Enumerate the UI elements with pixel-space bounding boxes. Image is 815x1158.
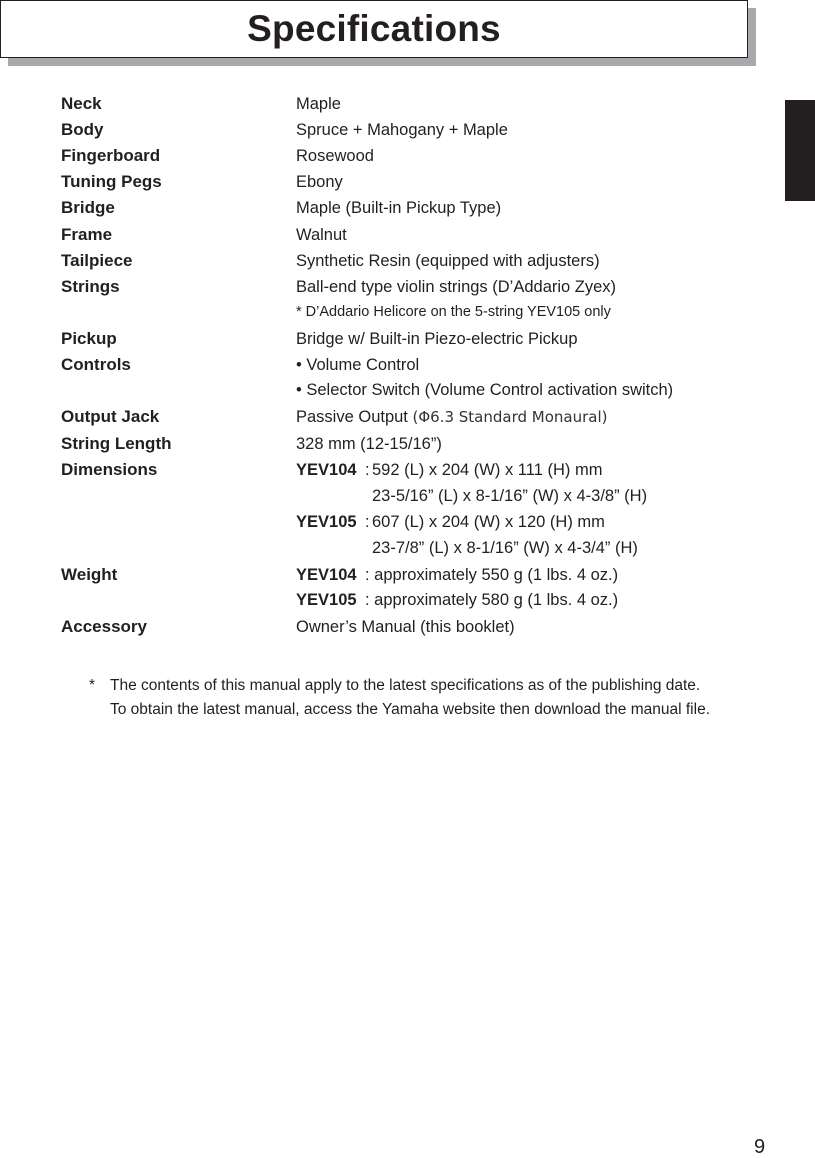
spec-row-weight-2 xyxy=(0,590,815,616)
spec-value: Spruce + Mahogany + Maple xyxy=(296,121,508,139)
dimension-metric: 592 (L) x 204 (W) x 111 (H) mm xyxy=(372,461,603,479)
spec-row-accessory xyxy=(0,617,815,643)
spec-label: Strings xyxy=(61,277,120,296)
spec-row-output-jack xyxy=(0,407,815,433)
spec-note: * D’Addario Helicore on the 5-string YEV105 only xyxy=(296,304,611,320)
spec-label: Dimensions xyxy=(61,460,158,479)
spec-row-dimensions xyxy=(0,460,815,486)
spec-value: Ebony xyxy=(296,173,343,191)
footnote-marker: * xyxy=(89,677,96,694)
spec-label: String Length xyxy=(61,434,172,453)
weight-value: : approximately 550 g (1 lbs. 4 oz.) xyxy=(365,566,619,584)
footnote-line: The contents of this manual apply to the latest specifications as of the publishing date. xyxy=(110,677,701,694)
model-name: YEV105 xyxy=(296,591,357,609)
spec-value: Maple (Built-in Pickup Type) xyxy=(296,199,502,217)
separator: : xyxy=(365,513,370,531)
spec-value: 328 mm (12-15/16”) xyxy=(296,435,442,453)
spec-row-body xyxy=(0,120,815,146)
spec-label: Body xyxy=(61,120,104,139)
spec-row-dimensions-4 xyxy=(0,538,815,564)
spec-value: • Selector Switch (Volume Control activation switch) xyxy=(296,381,674,399)
separator: : xyxy=(365,461,370,479)
spec-value: Ball-end type violin strings (D’Addario Zyex) xyxy=(296,278,617,296)
spec-label: Tailpiece xyxy=(61,251,133,270)
spec-row-controls-2 xyxy=(0,380,815,406)
dimension-metric: 607 (L) x 204 (W) x 120 (H) mm xyxy=(372,513,605,531)
spec-label: Pickup xyxy=(61,329,117,348)
spec-label: Weight xyxy=(61,565,118,584)
spec-row-dimensions-2 xyxy=(0,486,815,512)
spec-row-weight xyxy=(0,565,815,591)
spec-value-group xyxy=(296,407,607,427)
model-name: YEV105 xyxy=(296,513,357,531)
spec-label: Tuning Pegs xyxy=(61,172,162,191)
spec-row-controls xyxy=(0,355,815,381)
spec-row-string-length xyxy=(0,434,815,460)
title-box xyxy=(0,0,748,58)
spec-value-detail: (Φ6.3 Standard Monaural) xyxy=(412,408,608,426)
spec-value: Walnut xyxy=(296,226,347,244)
page-number: 9 xyxy=(754,1136,766,1158)
spec-value: Bridge w/ Built-in Piezo-electric Pickup xyxy=(296,330,578,348)
model-name: YEV104 xyxy=(296,566,357,584)
spec-label: Frame xyxy=(61,225,113,244)
spec-row-fingerboard xyxy=(0,146,815,172)
page-title: Specifications xyxy=(247,8,501,49)
footnote-line: To obtain the latest manual, access the Yamaha website then download the manual file. xyxy=(110,701,710,718)
spec-value: Passive Output xyxy=(296,408,408,426)
spec-label: Output Jack xyxy=(61,407,160,426)
spec-value: Synthetic Resin (equipped with adjusters) xyxy=(296,252,600,270)
spec-label: Fingerboard xyxy=(61,146,161,165)
spec-row-dimensions-3 xyxy=(0,512,815,538)
dimension-imperial: 23-7/8” (L) x 8-1/16” (W) x 4-3/4” (H) xyxy=(372,539,638,557)
spec-value: Maple xyxy=(296,95,341,113)
spec-row-tailpiece xyxy=(0,251,815,277)
dimension-imperial: 23-5/16” (L) x 8-1/16” (W) x 4-3/8” (H) xyxy=(372,487,648,505)
spec-row-pickup xyxy=(0,329,815,355)
spec-value: Owner’s Manual (this booklet) xyxy=(296,618,515,636)
spec-row-strings-note xyxy=(0,302,815,328)
spec-value: Rosewood xyxy=(296,147,374,165)
spec-label: Controls xyxy=(61,355,131,374)
spec-row-bridge xyxy=(0,198,815,224)
spec-row-tuning-pegs xyxy=(0,172,815,198)
weight-value: : approximately 580 g (1 lbs. 4 oz.) xyxy=(365,591,619,609)
spec-label: Neck xyxy=(61,94,102,113)
spec-label: Bridge xyxy=(61,198,115,217)
spec-row-strings xyxy=(0,277,815,303)
model-name: YEV104 xyxy=(296,461,357,479)
spec-value: • Volume Control xyxy=(296,356,420,374)
spec-row-frame xyxy=(0,225,815,251)
spec-row-neck xyxy=(0,94,815,120)
spec-label: Accessory xyxy=(61,617,148,636)
